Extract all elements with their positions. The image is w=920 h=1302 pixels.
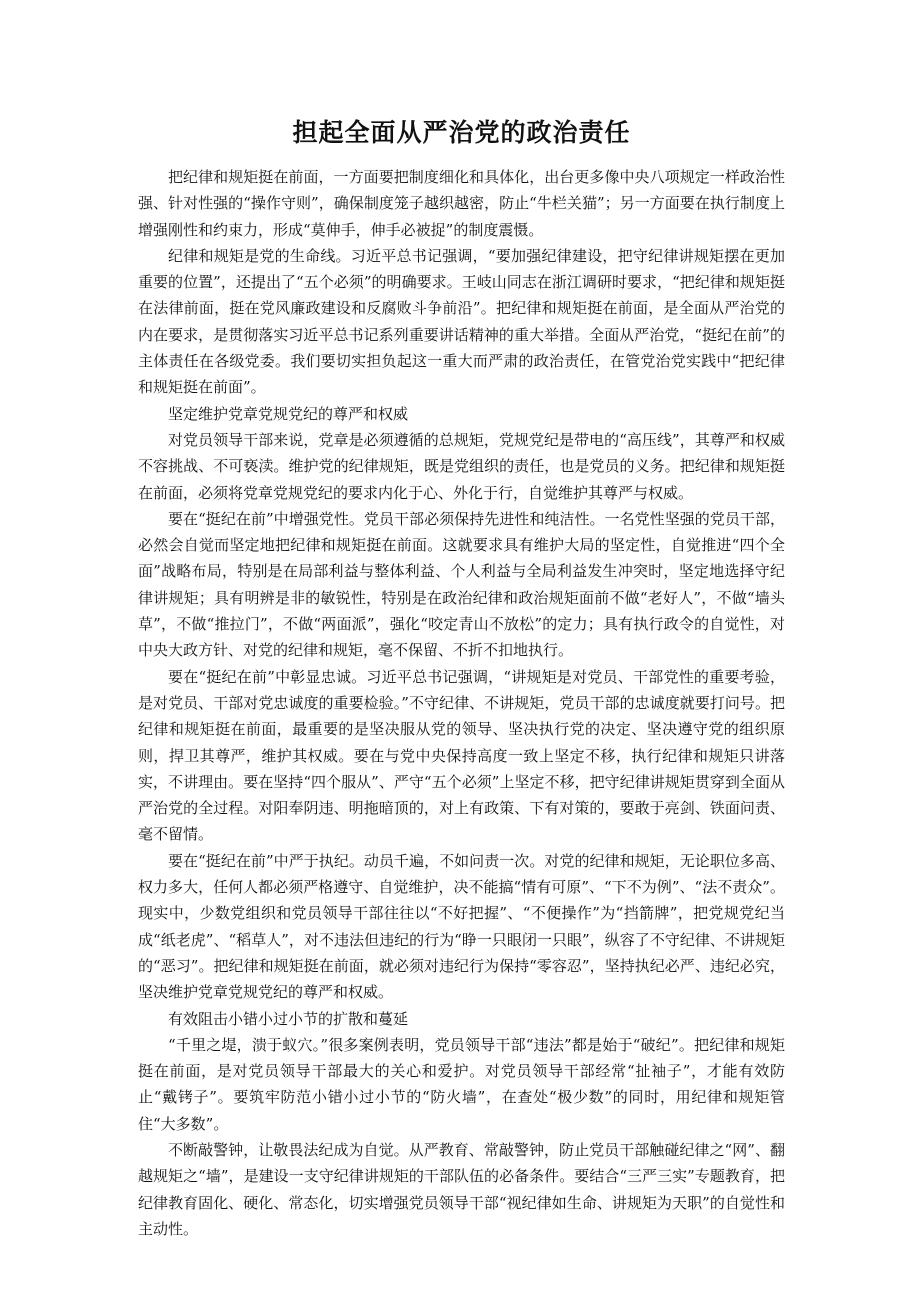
document-title: 担起全面从严治党的政治责任 <box>292 118 631 147</box>
paragraph-dike-and-ants: “千里之堤，溃于蚁穴。”很多案例表明，党员领导干部“违法”都是始于“破纪”。把纪律和规矩挺在前面，是对党员领导干部最大的关心和爱护。对党员领导干部经常“扯袖子”，才能有效防止“戴铐子”。要筑牢防范小错小过小节的“防火墙”，在查处“极少数”的同时，用纪律和规矩管住“大多数”。 <box>138 1035 785 1133</box>
document-page <box>138 112 785 1242</box>
paragraph-intro: 把纪律和规矩挺在前面，一方面要把制度细化和具体化，出台更多像中央八项规定一样政治性强、针对性强的“操作守则”，确保制度笼子越织越密，防止“牛栏关猫”；另一方面要在执行制度上增强刚性和约束力，形成“莫伸手，伸手必被捉”的制度震慑。 <box>138 168 785 239</box>
section-heading-prevent-small-errors: 有效阻击小错小过小节的扩散和蔓延 <box>168 1009 409 1028</box>
paragraph-strict-enforcement: 要在“挺纪在前”中严于执纪。动员千遍，不如问责一次。对党的纪律和规矩，无论职位多高、权力多大，任何人都必须严格遵守、自觉维护，决不能搞“情有可原”、“下不为例”、“法不责众”。现实中，少数党组织和党员领导干部往往以“不好把握”、“不便操作”为“挡箭牌”，把党规党纪当成“纸老虎”、“稻草人”，对不违法但违纪的行为“睁一只眼闭一只眼”，纵容了不守纪律、不讲规矩的“恶习”。把纪律和规矩挺在前面，就必须对违纪行为保持“零容忍”，坚持执纪必严、违纪必究，坚决维护党章党规党纪的尊严和权威。 <box>138 851 785 1002</box>
section-heading-uphold-authority: 坚定维护党章党规党纪的尊严和权威 <box>168 404 409 423</box>
paragraph-strengthen-party-spirit: 要在“挺纪在前”中增强党性。党员干部必须保持先进性和纯洁性。一名党性坚强的党员干部，必然会自觉而坚定地把纪律和规矩挺在前面。这就要求具有维护大局的坚定性，自觉推进“四个全面”战略布局，特别是在局部利益与整体利益、个人利益与全局利益发生冲突时，坚定地选择守纪律讲规矩；具有明辨是非的敏锐性，特别是在政治纪律和政治规矩面前不做“老好人”，不做“墙头草”，不做“推拉门”，不做“两面派”，强化“咬定青山不放松”的定力；具有执行政令的自觉性，对中央大政方针、对党的纪律和规矩，毫不保留、不折不扣地执行。 <box>138 509 785 660</box>
paragraph-show-loyalty: 要在“挺纪在前”中彰显忠诚。习近平总书记强调，“讲规矩是对党员、干部党性的重要考验，是对党员、干部对党忠诚度的重要检验。”不守纪律、不讲规矩，党员干部的忠诚度就要打问号。把纪律和规矩挺在前面，最重要的是坚决服从党的领导、坚决执行党的决定、坚决遵守党的组织原则，捍卫其尊严，维护其权威。要在与党中央保持高度一致上坚定不移，执行纪律和规矩只讲落实，不讲理由。要在坚持“四个服从”、严守“五个必须”上坚定不移，把守纪律讲规矩贯穿到全面从严治党的全过程。对阳奉阴违、明拖暗顶的，对上有政策、下有对策的，要敢于亮剑、铁面问责、毫不留情。 <box>138 667 785 844</box>
paragraph-alarm-bell: 不断敲警钟，让敬畏法纪成为自觉。从严教育、常敲警钟，防止党员干部触碰纪律之“网”、翻越规矩之“墙”，是建设一支守纪律讲规矩的干部队伍的必备条件。要结合“三严三实”专题教育，把纪律教育固化、硬化、常态化，切实增强党员领导干部“视纪律如生命、讲规矩为天职”的自觉性和主动性。 <box>138 1140 785 1238</box>
paragraph-party-constitution: 对党员领导干部来说，党章是必须遵循的总规矩，党规党纪是带电的“高压线”，其尊严和权威不容挑战、不可亵渎。维护党的纪律规矩，既是党组织的责任，也是党员的义务。把纪律和规矩挺在前面，必须将党章党规党纪的要求内化于心、外化于行，自觉维护其尊严与权威。 <box>138 430 785 502</box>
paragraph-discipline-lifeline: 纪律和规矩是党的生命线。习近平总书记强调，“要加强纪律建设，把守纪律讲规矩摆在更加重要的位置”，还提出了“五个必须”的明确要求。王岐山同志在浙江调研时要求，“把纪律和规矩挺在法律前面，挺在党风廉政建设和反腐败斗争前沿”。把纪律和规矩挺在前面，是全面从严治党的内在要求，是贯彻落实习近平总书记系列重要讲话精神的重大举措。全面从严治党，“挺纪在前”的主体责任在各级党委。我们要切实担负起这一重大而严肃的政治责任，在管党治党实践中“把纪律和规矩挺在前面”。 <box>138 246 785 397</box>
